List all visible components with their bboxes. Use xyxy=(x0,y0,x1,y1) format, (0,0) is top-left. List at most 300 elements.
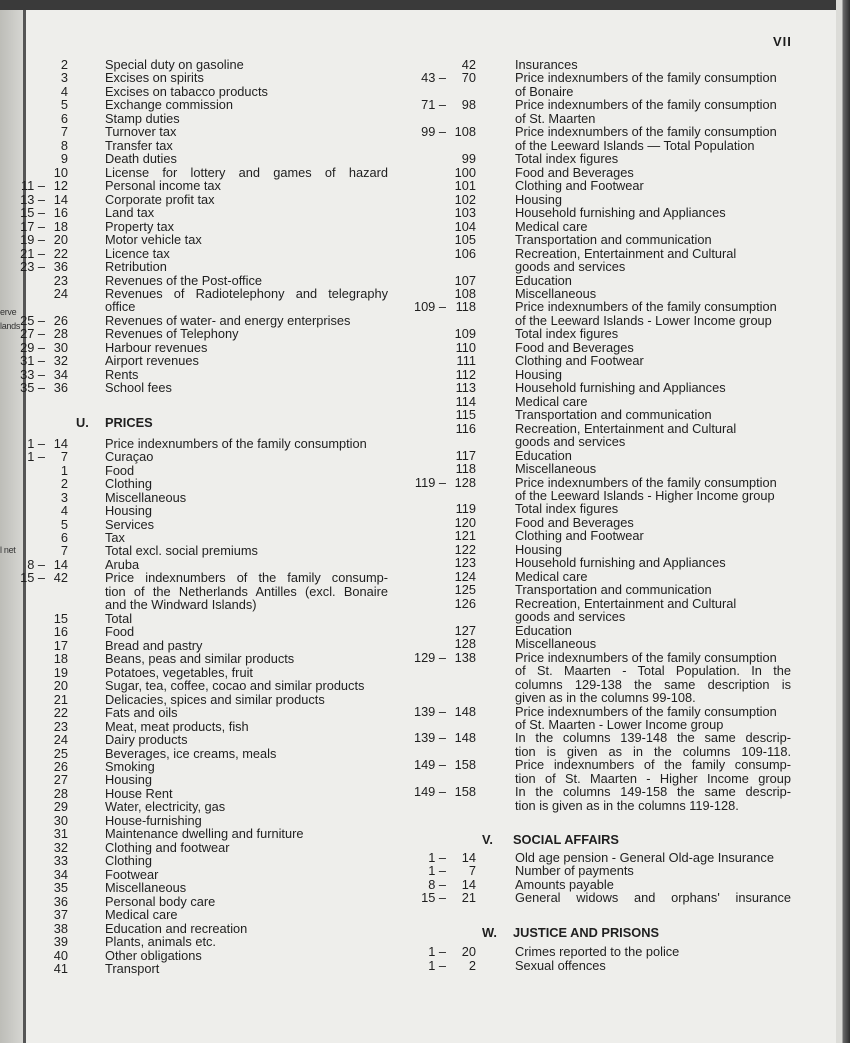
table-entry xyxy=(0,477,400,490)
page-right-edge xyxy=(836,0,850,1043)
table-entry xyxy=(0,247,400,260)
table-entry xyxy=(0,585,400,598)
column-number: 158 xyxy=(454,784,476,800)
table-entry xyxy=(0,85,400,98)
table-entry xyxy=(400,233,800,246)
table-entry xyxy=(0,125,400,138)
column-number: 26 xyxy=(53,312,68,328)
table-entry xyxy=(400,678,800,691)
table-description: Clothing xyxy=(105,853,152,869)
table-entry xyxy=(400,570,800,583)
column-number: 36 xyxy=(53,380,68,396)
column-number: 124 xyxy=(454,568,476,584)
column-number: 4 xyxy=(60,503,68,519)
table-description: columns 129-138 the same description is xyxy=(515,676,791,692)
table-description: Medical care xyxy=(105,907,178,923)
section-letter: V. xyxy=(482,832,493,848)
table-entry xyxy=(0,518,400,531)
table-description: Other obligations xyxy=(105,947,202,963)
column-number: 37 xyxy=(53,907,68,923)
table-entry xyxy=(400,247,800,260)
table-entry xyxy=(0,814,400,827)
column-number: 7 xyxy=(468,863,476,879)
table-entry xyxy=(400,300,800,313)
column-number: 9 xyxy=(60,151,68,167)
table-entry xyxy=(0,112,400,125)
column-number: 20 xyxy=(53,232,68,248)
column-number: 20 xyxy=(461,944,476,960)
table-description: Medical care xyxy=(515,568,588,584)
column-range-start: 71 – xyxy=(421,98,446,111)
table-entry xyxy=(0,962,400,975)
column-number: 98 xyxy=(461,97,476,113)
table-description: Price indexnumbers of the family consumption xyxy=(105,435,367,451)
table-entry xyxy=(0,233,400,246)
table-description: of St. Maarten xyxy=(515,110,596,126)
table-description: House Rent xyxy=(105,785,173,801)
table-entry xyxy=(400,260,800,273)
column-number: 109 xyxy=(454,326,476,342)
column-range-start: 35 – xyxy=(20,381,45,394)
column-number: 115 xyxy=(455,407,476,423)
table-description: Corporate profit tax xyxy=(105,191,215,207)
table-description: Smoking xyxy=(105,758,155,774)
table-entry xyxy=(400,489,800,502)
column-number: 99 xyxy=(461,151,476,167)
table-description: Exchange commission xyxy=(105,97,234,113)
column-number: 29 xyxy=(53,799,68,815)
table-description: Food and Beverages xyxy=(515,514,634,530)
table-description: of the Leeward Islands - Higher Income group xyxy=(515,488,775,503)
column-number: 70 xyxy=(461,70,476,86)
table-entry xyxy=(400,597,800,610)
table-description: tion of the Netherlands Antilles (excl. Bonaire xyxy=(105,583,388,599)
table-entry xyxy=(0,773,400,786)
table-description: Total index figures xyxy=(515,501,619,517)
column-range-start: 1 – xyxy=(27,450,45,463)
column-number: 7 xyxy=(60,124,68,140)
column-number: 127 xyxy=(454,622,476,638)
table-description: of Bonaire xyxy=(515,83,574,99)
column-number: 114 xyxy=(455,393,476,409)
table-description: Death duties xyxy=(105,151,177,167)
column-number: 104 xyxy=(454,218,476,234)
table-description: Miscellaneous xyxy=(515,461,597,477)
column-number: 102 xyxy=(454,191,476,207)
table-description: Price indexnumbers of the family consumption xyxy=(515,124,777,140)
table-description: Revenues of the Post-office xyxy=(105,272,262,288)
table-description: Housing xyxy=(105,772,152,788)
table-entry xyxy=(0,437,400,450)
column-number: 42 xyxy=(461,57,476,72)
table-entry xyxy=(0,881,400,894)
table-entry xyxy=(400,624,800,637)
table-entry xyxy=(0,327,400,340)
section-title: JUSTICE AND PRISONS xyxy=(513,924,660,940)
table-entry xyxy=(400,556,800,569)
column-number: 103 xyxy=(454,205,476,221)
column-number: 7 xyxy=(60,449,68,465)
column-number: 125 xyxy=(454,582,476,598)
table-description: Education xyxy=(515,272,572,288)
table-entry xyxy=(0,193,400,206)
table-description: office xyxy=(105,299,136,315)
table-description: goods and services xyxy=(515,259,626,275)
table-description: Number of payments xyxy=(515,863,634,879)
column-number: 16 xyxy=(53,205,68,221)
column-number: 2 xyxy=(60,476,68,492)
column-number: 35 xyxy=(53,880,68,896)
table-entry xyxy=(400,179,800,192)
column-number: 38 xyxy=(53,920,68,936)
column-range-start: 8 – xyxy=(27,558,45,571)
section-letter: U. xyxy=(76,414,89,430)
column-number: 120 xyxy=(454,514,476,530)
table-description: Personal body care xyxy=(105,893,216,909)
table-entry xyxy=(0,381,400,394)
column-number: 148 xyxy=(454,703,476,719)
column-number: 126 xyxy=(454,595,476,611)
table-description: Beverages, ice creams, meals xyxy=(105,745,277,761)
table-entry xyxy=(400,125,800,138)
table-description: Rents xyxy=(105,366,139,382)
column-number: 105 xyxy=(454,232,476,248)
column-number: 12 xyxy=(53,178,68,194)
right-column xyxy=(400,58,800,972)
table-entry xyxy=(0,747,400,760)
table-description: Medical care xyxy=(515,218,588,234)
table-entry xyxy=(0,922,400,935)
table-description: Clothing and Footwear xyxy=(515,178,644,194)
table-entry xyxy=(0,733,400,746)
table-description: Land tax xyxy=(105,205,155,221)
table-entry xyxy=(400,368,800,381)
table-description: Transportation and communication xyxy=(515,582,712,598)
column-range-start: 21 – xyxy=(20,247,45,260)
table-description: of the Leeward Islands - Lower Income group xyxy=(515,312,772,328)
column-number: 1 xyxy=(60,462,68,478)
column-number: 6 xyxy=(60,110,68,126)
table-description: Housing xyxy=(515,191,562,207)
column-number: 8 xyxy=(60,137,68,153)
column-number: 32 xyxy=(53,839,68,855)
column-number: 32 xyxy=(53,353,68,369)
table-description: Price indexnumbers of the family consumption xyxy=(515,474,777,490)
table-entry xyxy=(400,731,800,744)
column-number: 5 xyxy=(60,97,68,113)
table-description: Recreation, Entertainment and Cultural xyxy=(515,595,737,611)
column-number: 33 xyxy=(53,853,68,869)
column-number: 21 xyxy=(461,890,476,906)
table-entry xyxy=(400,878,800,891)
table-entry xyxy=(0,720,400,733)
table-description: Beans, peas and similar products xyxy=(105,651,295,667)
column-number: 14 xyxy=(461,876,476,892)
table-description: Harbour revenues xyxy=(105,339,208,355)
column-number: 116 xyxy=(455,420,476,436)
table-description: and the Windward Islands) xyxy=(105,597,257,613)
table-description: Food and Beverages xyxy=(515,339,634,355)
table-description: Recreation, Entertainment and Cultural xyxy=(515,420,737,436)
table-entry xyxy=(0,58,400,71)
table-entry xyxy=(400,58,800,71)
table-entry xyxy=(400,745,800,758)
table-entry xyxy=(400,152,800,165)
column-range-start: 29 – xyxy=(20,341,45,354)
column-number: 18 xyxy=(53,651,68,667)
edge-fragment: erve xyxy=(0,307,17,317)
table-description: Property tax xyxy=(105,218,174,234)
table-entry xyxy=(0,544,400,557)
column-number: 106 xyxy=(454,245,476,261)
column-range-start: 149 – xyxy=(414,785,446,798)
table-description: Excises on spirits xyxy=(105,70,204,86)
column-range-start: 23 – xyxy=(20,260,45,273)
column-number: 22 xyxy=(53,705,68,721)
table-description: Dairy products xyxy=(105,732,188,748)
table-description: Retribution xyxy=(105,259,167,275)
table-description: Turnover tax xyxy=(105,124,177,140)
table-description: Bread and pastry xyxy=(105,637,203,653)
table-description: Food xyxy=(105,462,135,478)
column-number: 14 xyxy=(461,849,476,865)
column-number: 22 xyxy=(53,245,68,261)
column-number: 26 xyxy=(53,758,68,774)
column-number: 118 xyxy=(455,461,476,477)
table-description: Excises on tabacco products xyxy=(105,83,268,99)
page-number: VII xyxy=(773,34,792,49)
table-entry xyxy=(0,935,400,948)
table-entry xyxy=(0,206,400,219)
table-description: In the columns 149-158 the same descrip- xyxy=(515,784,791,800)
table-description: Total excl. social premiums xyxy=(105,543,258,559)
column-number: 30 xyxy=(53,339,68,355)
table-entry xyxy=(400,462,800,475)
table-entry xyxy=(400,98,800,111)
price-index-list xyxy=(400,58,800,812)
column-number: 138 xyxy=(454,649,476,665)
column-number: 23 xyxy=(53,718,68,734)
column-number: 7 xyxy=(60,543,68,559)
column-number: 111 xyxy=(456,353,476,369)
column-range-start: 15 – xyxy=(20,206,45,219)
table-entry xyxy=(400,287,800,300)
table-entry xyxy=(400,691,800,704)
table-description: In the columns 139-148 the same descrip- xyxy=(515,730,791,746)
table-description: Total index figures xyxy=(515,151,619,167)
table-entry xyxy=(0,868,400,881)
table-entry xyxy=(0,598,400,611)
table-description: Transportation and communication xyxy=(515,407,712,423)
table-description: Services xyxy=(105,516,155,532)
column-number: 28 xyxy=(53,326,68,342)
table-entry xyxy=(0,504,400,517)
table-description: Household furnishing and Appliances xyxy=(515,555,726,571)
table-entry xyxy=(400,476,800,489)
column-number: 108 xyxy=(454,124,476,140)
table-description: of St. Maarten - Lower Income group xyxy=(515,716,724,732)
column-range-start: 17 – xyxy=(20,220,45,233)
table-description: Recreation, Entertainment and Cultural xyxy=(515,245,737,261)
table-entry xyxy=(0,666,400,679)
column-number: 107 xyxy=(454,272,476,288)
column-number: 110 xyxy=(455,339,476,355)
table-description: Airport revenues xyxy=(105,353,199,369)
column-number: 14 xyxy=(53,556,68,572)
table-entry xyxy=(0,706,400,719)
column-number: 119 xyxy=(455,501,476,517)
section-heading-prices xyxy=(0,395,400,437)
column-number: 4 xyxy=(60,83,68,99)
table-entry xyxy=(400,718,800,731)
column-range-start: 149 – xyxy=(414,758,446,771)
section-heading-social-affairs xyxy=(400,812,800,851)
table-entry xyxy=(400,516,800,529)
table-entry xyxy=(0,491,400,504)
table-entry xyxy=(400,959,800,972)
table-entry xyxy=(0,354,400,367)
table-description: Plants, animals etc. xyxy=(105,934,216,950)
column-number: 21 xyxy=(53,691,68,707)
column-number: 113 xyxy=(455,380,476,396)
table-description: Clothing and footwear xyxy=(105,839,230,855)
table-entry xyxy=(400,785,800,798)
table-description: Footwear xyxy=(105,866,159,882)
table-entry xyxy=(0,760,400,773)
table-entry xyxy=(0,827,400,840)
column-range-start: 1 – xyxy=(428,864,446,877)
table-entry xyxy=(400,851,800,864)
table-description: Insurances xyxy=(515,57,578,72)
column-number: 3 xyxy=(60,70,68,86)
table-description: Transport xyxy=(105,961,160,976)
table-entry xyxy=(0,464,400,477)
table-entry xyxy=(0,139,400,152)
table-description: Clothing and Footwear xyxy=(515,353,644,369)
table-entry xyxy=(400,193,800,206)
table-entry xyxy=(400,664,800,677)
table-entry xyxy=(400,529,800,542)
table-description: License for lottery and games of hazard xyxy=(105,164,388,180)
table-description: Clothing and Footwear xyxy=(515,528,644,544)
table-description: tion is given as in the columns 109-118. xyxy=(515,743,791,759)
table-description: Clothing xyxy=(105,476,152,492)
column-range-start: 109 – xyxy=(414,300,446,313)
table-description: General widows and orphans' insurance xyxy=(515,890,791,906)
table-entry xyxy=(400,637,800,650)
table-description: Stamp duties xyxy=(105,110,180,126)
column-range-start: 139 – xyxy=(414,705,446,718)
table-entry xyxy=(0,314,400,327)
table-description: Revenues of water- and energy enterprises xyxy=(105,312,351,328)
column-number: 118 xyxy=(455,299,476,315)
column-number: 158 xyxy=(454,757,476,773)
table-description: tion of St. Maarten - Higher Income group xyxy=(515,770,791,786)
table-entry xyxy=(400,422,800,435)
table-entry xyxy=(0,450,400,463)
table-entry xyxy=(400,651,800,664)
column-range-start: 33 – xyxy=(20,368,45,381)
table-description: House-furnishing xyxy=(105,812,202,828)
column-range-start: 8 – xyxy=(428,878,446,891)
column-range-start: 15 – xyxy=(20,571,45,584)
table-entry xyxy=(0,625,400,638)
table-entry xyxy=(400,395,800,408)
table-entry xyxy=(400,945,800,958)
table-description: Price indexnumbers of the family consumption xyxy=(515,703,777,719)
table-description: Sugar, tea, coffee, cocao and similar products xyxy=(105,678,365,694)
table-entry xyxy=(400,381,800,394)
table-entry xyxy=(400,408,800,421)
column-number: 27 xyxy=(53,772,68,788)
table-entry xyxy=(0,287,400,300)
table-description: Education and recreation xyxy=(105,920,248,936)
table-description: Total index figures xyxy=(515,326,619,342)
column-range-start: 31 – xyxy=(20,354,45,367)
table-entry xyxy=(400,166,800,179)
table-entry xyxy=(0,787,400,800)
table-entry xyxy=(400,71,800,84)
table-entry xyxy=(0,841,400,854)
table-entry xyxy=(400,864,800,877)
table-description: Amounts payable xyxy=(515,876,614,892)
column-range-start: 129 – xyxy=(414,651,446,664)
table-entry xyxy=(0,949,400,962)
table-description: Crimes reported to the police xyxy=(515,944,680,960)
column-number: 17 xyxy=(53,637,68,653)
table-description: goods and services xyxy=(515,434,626,450)
social-affairs-list xyxy=(400,851,800,905)
table-description: Miscellaneous xyxy=(515,285,597,301)
table-description: Curaçao xyxy=(105,449,154,465)
column-number: 148 xyxy=(454,730,476,746)
table-entry xyxy=(400,139,800,152)
table-entry xyxy=(0,260,400,273)
column-number: 2 xyxy=(468,957,476,973)
table-entry xyxy=(0,639,400,652)
table-description: Price indexnumbers of the family consumption xyxy=(515,70,777,86)
table-entry xyxy=(400,314,800,327)
table-description: tion is given as in the columns 119-128. xyxy=(515,797,739,813)
column-number: 123 xyxy=(454,555,476,571)
table-description: Education xyxy=(515,622,572,638)
column-range-start: 13 – xyxy=(20,193,45,206)
table-entry xyxy=(0,274,400,287)
table-entry xyxy=(0,908,400,921)
table-entry xyxy=(400,543,800,556)
table-entry xyxy=(400,206,800,219)
column-range-start: 43 – xyxy=(421,71,446,84)
table-description: of the Leeward Islands — Total Population xyxy=(515,137,755,153)
section-heading-justice xyxy=(400,905,800,946)
table-description: Price indexnumbers of the family consump- xyxy=(515,757,791,773)
table-description: Water, electricity, gas xyxy=(105,799,226,815)
table-entry xyxy=(400,799,800,812)
table-entry xyxy=(400,758,800,771)
table-entry xyxy=(0,612,400,625)
table-entry xyxy=(400,435,800,448)
table-description: Total xyxy=(105,610,133,626)
table-entry xyxy=(400,274,800,287)
table-description: Price indexnumbers of the family consumption xyxy=(515,97,777,113)
table-entry xyxy=(0,71,400,84)
column-number: 128 xyxy=(454,474,476,490)
table-description: Medical care xyxy=(515,393,588,409)
table-description: given as in the columns 99-108. xyxy=(515,690,696,706)
table-description: Miscellaneous xyxy=(105,489,187,505)
column-range-start: 119 – xyxy=(415,476,446,489)
table-entry xyxy=(400,85,800,98)
